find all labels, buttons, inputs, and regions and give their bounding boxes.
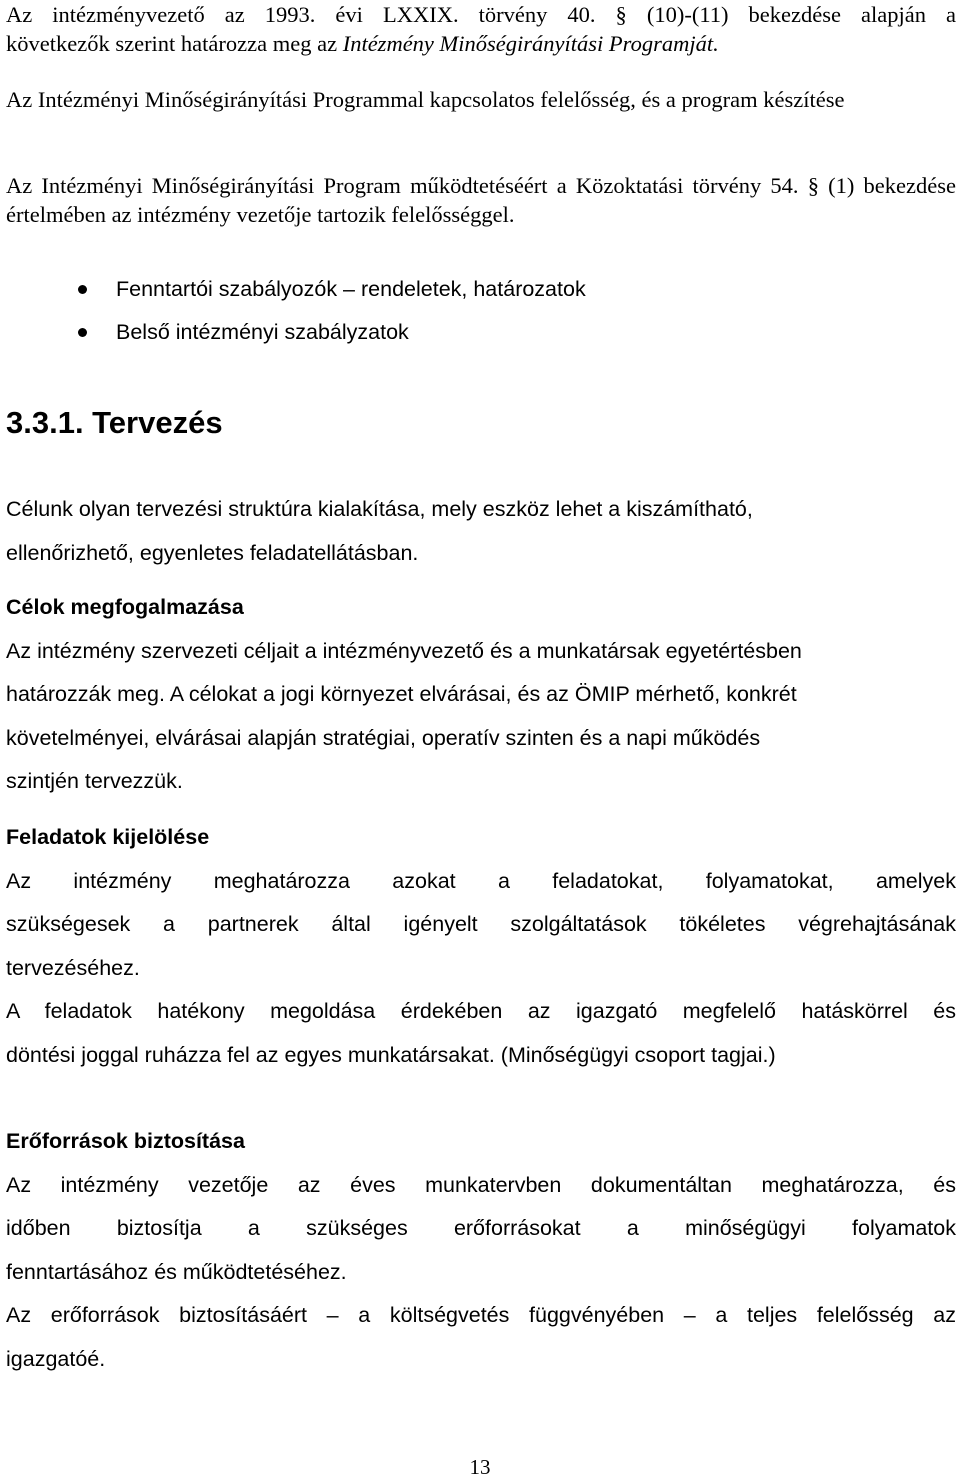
responsibility-heading: Az Intézményi Minőségirányítási Programmal kapcsolatos felelősség, és a program készítése <box>6 87 845 112</box>
resources-section <box>6 1120 956 1381</box>
goals-heading: Célok megfogalmazása <box>6 595 244 619</box>
bullet-dot-icon <box>78 285 87 294</box>
goals-line: követelményei, elvárásai alapján stratégiai, operatív szinten és a napi működés <box>6 725 761 750</box>
section-intro-line: Célunk olyan tervezési struktúra kialakítása, mely eszköz lehet a kiszámítható, <box>6 497 753 521</box>
responsibility-text: Az Intézményi Minőségirányítási Program működtetéséért a Közoktatási törvény 54. § (1) bekezdése értelmében az intézmény vezetője tartozik felelősséggel. <box>6 173 956 227</box>
tasks-line: tervezéséhez. <box>6 955 140 980</box>
goals-line: Az intézmény szervezeti céljait a intézményvezető és a munkatársak egyetértésben <box>6 638 802 663</box>
section-intro <box>6 488 956 575</box>
bullet-item <box>0 268 900 311</box>
section-intro-line: ellenőrizhető, egyenletes feladatellátásban. <box>6 540 419 565</box>
intro-line-2 <box>6 29 956 58</box>
tasks-section <box>6 816 956 1077</box>
goals-section <box>6 586 956 804</box>
resources-line: Az erőforrások biztosításáért – a költségvetés függvényében – a teljes felelősség az <box>6 1303 956 1327</box>
goals-line: szintjén tervezzük. <box>6 769 183 793</box>
tasks-line: döntési joggal ruházza fel az egyes munkatársakat. (Minőségügyi csoport tagjai.) <box>6 1042 776 1067</box>
bullet-list <box>0 268 900 354</box>
intro-paragraph <box>6 0 956 58</box>
resources-line: időben biztosítja a szükséges erőforrásokat a minőségügyi folyamatok <box>6 1216 956 1240</box>
tasks-line: szükségesek a partnerek által igényelt szolgáltatások tökéletes végrehajtásának <box>6 912 956 936</box>
bullet-dot-icon <box>78 328 87 337</box>
tasks-heading: Feladatok kijelölése <box>6 825 210 849</box>
resources-line: fenntartásához és működtetéséhez. <box>6 1259 347 1284</box>
bullet-text: Belső intézményi szabályzatok <box>116 320 409 344</box>
tasks-line: A feladatok hatékony megoldása érdekében az igazgató megfelelő hatáskörrel és <box>6 999 956 1023</box>
resources-line: igazgatóé. <box>6 1346 106 1371</box>
resources-line: Az intézmény vezetője az éves munkatervben dokumentáltan meghatározza, és <box>6 1172 956 1197</box>
tasks-line: Az intézmény meghatározza azokat a feladatokat, folyamatokat, amelyek <box>6 868 956 893</box>
goals-line: határozzák meg. A célokat a jogi környezet elvárásai, és az ÖMIP mérhető, konkrét <box>6 682 797 706</box>
section-title: 3.3.1. Tervezés <box>6 405 223 440</box>
intro-line-1: Az intézményvezető az 1993. évi LXXIX. törvény 40. § (10)-(11) bekezdése alapján a <box>6 2 956 27</box>
intro-line-2-text: következők szerint határozza meg az <box>6 31 343 56</box>
bullet-text: Fenntartói szabályozók – rendeletek, határozatok <box>116 277 586 301</box>
resources-heading: Erőforrások biztosítása <box>6 1129 245 1153</box>
bullet-item <box>0 311 900 354</box>
page-number: 13 <box>469 1455 491 1479</box>
program-title: Intézmény Minőségirányítási Programját. <box>342 31 719 56</box>
